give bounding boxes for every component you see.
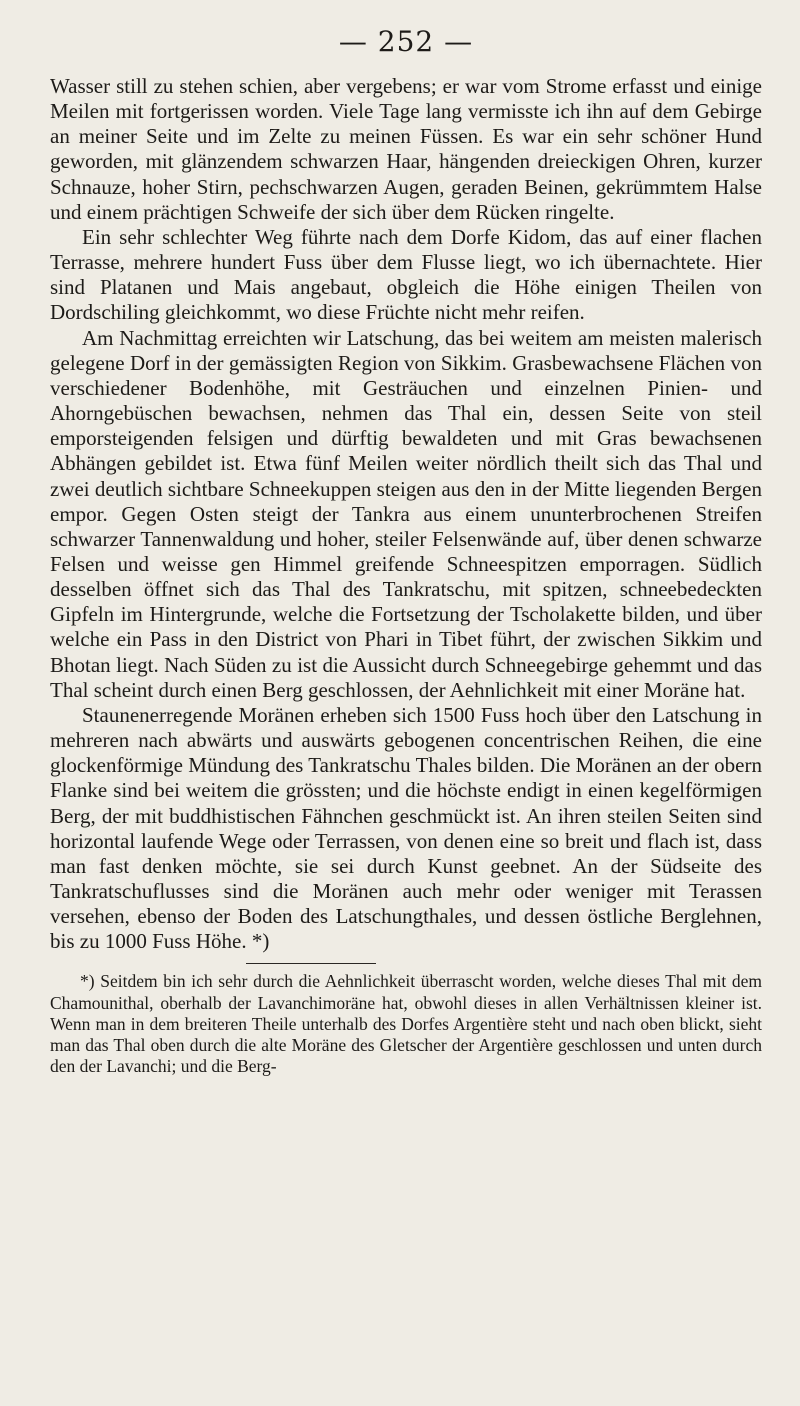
paragraph: Am Nachmittag erreichten wir Latschung, das bei weitem am meisten malerisch gelegene Dorf in der gemässigten Region von Sikkim. Grasbewachsene Flächen von verschiedener Bodenhöhe, mit Gesträuchen und einzelnen Pinien- und Ahorngebüschen bewachsen, nehmen das Thal ein, dessen Seite von steil emporsteigenden felsigen und dürftig bewaldeten und mit Gras bewachsenen Abhängen gebildet ist. Etwa fünf Meilen weiter nördlich theilt sich das Thal und zwei deutlich sichtbare Schneekuppen steigen aus den in der Mitte liegenden Bergen empor. Gegen Osten steigt der Tankra aus einem ununterbrochenen Streifen schwarzer Tannenwaldung und hoher, steiler Felsenwände auf, über denen schwarze Felsen und weisse gen Himmel greifende Schneespitzen emporragen. Südlich desselben öffnet sich das Thal des Tankratschu, mit spitzen, schneebedeckten Gipfeln im Hintergrunde, welche die Fortsetzung der Tscholakette bilden, und über welche ein Pass in den District von Phari in Tibet führt, der zwischen Sikkim und Bhotan liegt. Nach Süden zu ist die Aussicht durch Schneegebirge gehemmt und das Thal scheint durch einen Berg geschlossen, der Aehnlichkeit mit einer Moräne hat. (50, 325, 762, 702)
footnote-text: *) Seitdem bin ich sehr durch die Aehnlichkeit überrascht worden, welche dieses Thal mit dem Chamounithal, oberhalb der Lavanchimoräne hat, obwohl dieses in allen Verhältnissen kleiner ist. Wenn man in dem breiteren Theile unterhalb des Dorfes Argentière steht und nach oben blickt, sieht man das Thal oben durch die alte Moräne des Gletscher der Argentière geschlossen und unten durch den der Lavanchi; und die Berg- (50, 971, 762, 1077)
paragraph: Wasser still zu stehen schien, aber vergebens; er war vom Strome erfasst und einige Meilen mit fortgerissen worden. Viele Tage lang vermisste ich ihn auf dem Gebirge an meiner Seite und im Zelte zu meinen Füssen. Es war ein sehr schöner Hund geworden, mit glänzendem schwarzen Haar, hängenden dreieckigen Ohren, kurzer Schnauze, hoher Stirn, pechschwarzen Augen, geraden Beinen, gekrümmtem Halse und einem prächtigen Schweife der sich über dem Rücken ringelte. (50, 74, 762, 224)
page-number: — 252 — (338, 25, 474, 58)
footnote-divider (246, 963, 376, 964)
main-text (50, 74, 762, 954)
paragraph: Staunenerregende Moränen erheben sich 1500 Fuss hoch über den Latschung in mehreren nach abwärts und auswärts gebogenen concentrischen Reihen, die eine glockenförmige Mündung des Tankratschu Thales bilden. Die Moränen an der obern Flanke sind bei weitem die grössten; und die höchste endigt in einen kegelförmigen Berg, der mit buddhistischen Fähnchen geschmückt ist. An ihren steilen Seiten sind horizontal laufende Wege oder Terrassen, von denen eine so breit und flach ist, dass man fast denken möchte, sie sei durch Kunst geebnet. An der Südseite des Tankratschuflusses sind die Moränen auch mehr oder weniger mit Terassen versehen, ebenso der Boden des Latschungthales, und dessen östliche Berglehnen, bis zu 1000 Fuss Höhe. *) (50, 702, 762, 954)
paragraph: Ein sehr schlechter Weg führte nach dem Dorfe Kidom, das auf einer flachen Terrasse, mehrere hundert Fuss über dem Flusse liegt, wo ich übernachtete. Hier sind Platanen und Mais angebaut, obgleich die Höhe einigen Theilen von Dordschiling gleichkommt, wo diese Früchte nicht mehr reifen. (50, 224, 762, 325)
footnote (50, 971, 762, 1077)
